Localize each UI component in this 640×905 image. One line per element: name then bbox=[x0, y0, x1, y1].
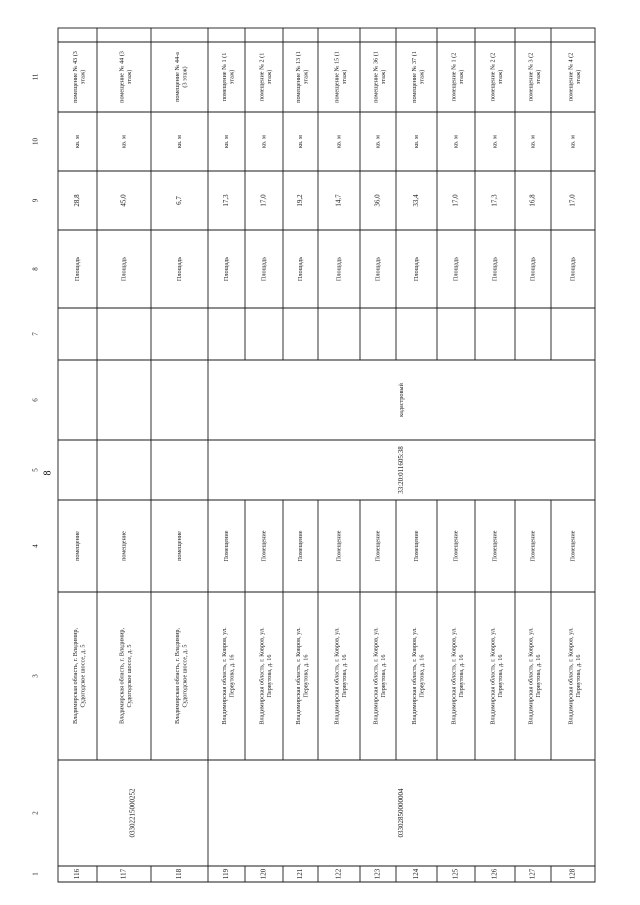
address-cell bbox=[119, 628, 133, 724]
row-number bbox=[374, 868, 382, 879]
address-cell-line: Владимирская область, г. Ковров, ул. bbox=[333, 627, 341, 725]
object-type-cell bbox=[374, 530, 381, 561]
table-row bbox=[411, 51, 425, 879]
column-number-header bbox=[32, 73, 40, 876]
table-row bbox=[221, 53, 235, 879]
address-cell-line: Владимирская область, г. Ковров, ул. bbox=[527, 627, 535, 725]
table-body bbox=[72, 51, 582, 879]
measure-cell bbox=[491, 257, 498, 281]
note-cell-line: этаж) bbox=[575, 69, 583, 85]
measure-cell-line: Площадь bbox=[260, 256, 268, 282]
column-number-6: 6 bbox=[31, 398, 40, 402]
value-cell-line: 19,2 bbox=[296, 194, 305, 207]
row-number bbox=[73, 868, 81, 879]
value-cell bbox=[335, 194, 343, 207]
note-cell-line: этаж) bbox=[228, 69, 236, 85]
measure-cell bbox=[74, 257, 81, 281]
note-cell-line: помещение № 2 (1 bbox=[258, 52, 266, 102]
table-row bbox=[451, 53, 465, 880]
value-cell bbox=[491, 194, 499, 207]
address-cell-line: Владимирская область, г. Владимир, bbox=[72, 627, 80, 725]
note-cell-line: помещение № 4 (2 bbox=[567, 52, 575, 102]
row-number-line: 123 bbox=[373, 868, 382, 880]
object-type-cell-line: Помещение bbox=[260, 530, 268, 562]
object-type-cell-line: Помещение bbox=[529, 530, 537, 562]
object-type-cell-line: Помещение bbox=[296, 530, 304, 562]
row-number-line: 121 bbox=[296, 868, 305, 880]
column-number-7: 7 bbox=[31, 332, 40, 336]
table-row bbox=[528, 53, 542, 880]
row-number-line: 127 bbox=[528, 868, 537, 880]
measure-cell-line: Площадь bbox=[222, 256, 230, 282]
note-cell-line: помещение № 44-а bbox=[174, 52, 182, 102]
row-number bbox=[335, 868, 343, 879]
unit-cell bbox=[529, 135, 536, 148]
address-cell-line: Судогодское шоссе, д. 5 bbox=[181, 644, 189, 708]
group-2-code-line: 03302850000004 bbox=[397, 788, 406, 838]
table-row bbox=[72, 51, 86, 879]
note-cell-line: помещение № 1 (1 bbox=[221, 52, 229, 102]
measure-cell-line: Площадь bbox=[491, 256, 499, 282]
unit-cell-line: кв. м bbox=[452, 135, 460, 148]
measure-cell bbox=[335, 257, 342, 281]
row-number-line: 126 bbox=[490, 868, 499, 880]
column-number-1: 1 bbox=[31, 872, 40, 876]
object-type-cell-line: Помещение bbox=[335, 530, 343, 562]
value-cell-line: 16,8 bbox=[528, 194, 537, 207]
address-cell bbox=[411, 627, 425, 725]
value-cell bbox=[222, 194, 230, 207]
note-cell bbox=[72, 51, 86, 103]
note-cell bbox=[528, 53, 542, 102]
measure-cell-line: Площадь bbox=[412, 256, 420, 282]
row-number bbox=[529, 868, 537, 879]
note-cell-line: этаж) bbox=[126, 69, 134, 85]
object-type-cell bbox=[335, 530, 342, 561]
table-row bbox=[295, 51, 309, 879]
measure-cell bbox=[413, 257, 420, 281]
row-number bbox=[260, 868, 268, 879]
address-cell-line: Первутова, д. 16 bbox=[228, 654, 236, 698]
address-cell bbox=[221, 627, 235, 725]
address-cell-line: Первутова, д. 16 bbox=[458, 654, 466, 698]
value-cell-line: 17,3 bbox=[222, 194, 231, 207]
object-type-cell bbox=[223, 530, 230, 561]
address-cell bbox=[295, 627, 309, 725]
address-cell-line: Первутова, д. 16 bbox=[535, 654, 543, 698]
unit-cell-line: кв. м bbox=[120, 135, 128, 148]
column-number-9: 9 bbox=[31, 198, 40, 203]
row-number bbox=[120, 868, 128, 879]
note-cell-line: этаж) bbox=[302, 69, 310, 85]
value-cell-line: 6,7 bbox=[175, 196, 184, 205]
address-cell-line: Владимирская область, г. Владимир, bbox=[118, 627, 126, 725]
address-cell-line: Первутова, д. 16 bbox=[380, 654, 388, 698]
measure-cell-line: Площадь bbox=[452, 256, 460, 282]
note-cell-line: этаж) bbox=[497, 69, 505, 85]
table-row bbox=[174, 52, 188, 879]
address-cell bbox=[259, 627, 273, 725]
note-cell bbox=[119, 51, 133, 103]
row-number-line: 116 bbox=[73, 868, 82, 880]
value-cell bbox=[412, 194, 420, 207]
table-row bbox=[568, 53, 582, 880]
value-cell-line: 33,4 bbox=[412, 194, 421, 207]
measure-cell-line: Площадь bbox=[529, 256, 537, 282]
unit-cell bbox=[335, 135, 342, 148]
object-type-cell bbox=[452, 530, 459, 561]
measure-cell bbox=[260, 257, 267, 281]
unit-cell bbox=[374, 135, 381, 148]
row-number-line: 124 bbox=[412, 868, 421, 880]
unit-cell bbox=[297, 135, 304, 148]
row-number bbox=[175, 868, 183, 879]
measure-cell bbox=[569, 257, 576, 281]
note-cell-line: (3 этаж) bbox=[181, 66, 189, 88]
unit-cell bbox=[120, 135, 127, 148]
note-cell-line: помещение № 1 (2 bbox=[450, 52, 458, 102]
address-cell-line: Первутова, д. 16 bbox=[341, 654, 349, 698]
note-cell-line: этаж) bbox=[458, 69, 466, 85]
note-cell-line: помещение № 3 (2 bbox=[527, 52, 535, 102]
note-cell bbox=[411, 51, 425, 103]
unit-cell-line: кв. м bbox=[569, 135, 577, 148]
table-row bbox=[334, 51, 348, 879]
value-cell-line: 17,0 bbox=[568, 194, 577, 207]
measure-cell-line: Площадь bbox=[374, 256, 382, 282]
value-cell-line: 28,8 bbox=[73, 194, 82, 207]
note-cell bbox=[259, 53, 273, 102]
note-cell-line: этаж) bbox=[418, 69, 426, 85]
group-2-cadastral-type-line: кадастровый bbox=[397, 383, 405, 417]
object-type-cell bbox=[569, 530, 576, 561]
row-number-line: 117 bbox=[119, 868, 128, 880]
group-1-code-line: 03302215000252 bbox=[128, 788, 137, 838]
address-cell-line: Владимирская область, г. Ковров, ул. bbox=[258, 627, 266, 725]
measure-cell-line: Площадь bbox=[73, 256, 81, 282]
page-number: 8 bbox=[42, 470, 54, 476]
note-cell bbox=[490, 53, 504, 102]
unit-cell bbox=[569, 135, 576, 148]
row-number-line: 122 bbox=[334, 868, 343, 880]
value-cell bbox=[175, 196, 183, 205]
address-cell-line: Первутова, д. 16 bbox=[575, 654, 583, 698]
merged-cells bbox=[129, 382, 406, 837]
unit-cell bbox=[260, 135, 267, 148]
column-number-5: 5 bbox=[31, 468, 40, 472]
object-type-cell bbox=[176, 531, 183, 561]
value-cell-line: 17,0 bbox=[259, 194, 268, 207]
value-cell bbox=[296, 194, 304, 207]
value-cell bbox=[73, 194, 81, 207]
value-cell-line: 14,7 bbox=[334, 194, 343, 207]
measure-cell-line: Площадь bbox=[335, 256, 343, 282]
object-type-cell bbox=[413, 530, 420, 561]
address-cell bbox=[373, 627, 387, 725]
address-cell-line: Первутова, д. 16 bbox=[497, 654, 505, 698]
group-2-cadastral bbox=[397, 446, 405, 494]
object-type-cell-line: Помещение bbox=[374, 530, 382, 562]
address-cell-line: Владимирская область, г. Ковров, ул. bbox=[489, 627, 497, 725]
unit-cell-line: кв. м bbox=[175, 135, 183, 148]
note-cell bbox=[373, 51, 387, 103]
address-cell-line: Первутова, д. 16 bbox=[266, 654, 274, 698]
note-cell-line: этаж) bbox=[341, 69, 349, 85]
column-number-11: 11 bbox=[31, 73, 40, 81]
unit-cell-line: кв. м bbox=[374, 135, 382, 148]
note-cell-line: помещение № 13 (1 bbox=[295, 51, 303, 103]
address-cell bbox=[568, 627, 582, 725]
address-cell-line: Первутова, д. 16 bbox=[302, 654, 310, 698]
note-cell-line: помещение № 37 (1 bbox=[411, 51, 419, 103]
note-cell-line: помещение № 2 (2 bbox=[489, 52, 497, 102]
value-cell bbox=[529, 194, 537, 207]
address-cell bbox=[490, 627, 504, 725]
address-cell-line: Владимирская область, г. Ковров, ул. bbox=[372, 627, 380, 725]
row-number-line: 119 bbox=[222, 868, 231, 880]
note-cell bbox=[174, 52, 188, 102]
address-cell-line: Владимирская область, г. Ковров, ул. bbox=[567, 627, 575, 725]
address-cell bbox=[174, 628, 188, 724]
row-number-line: 120 bbox=[259, 868, 268, 880]
value-cell-line: 17,0 bbox=[451, 194, 460, 207]
unit-cell-line: кв. м bbox=[412, 135, 420, 148]
row-number-line: 128 bbox=[568, 868, 577, 880]
column-number-10: 10 bbox=[31, 138, 40, 145]
address-cell-line: Владимирская область, г. Ковров, ул. bbox=[411, 627, 419, 725]
value-cell bbox=[120, 194, 128, 207]
row-number bbox=[491, 868, 499, 879]
address-cell bbox=[72, 628, 86, 724]
address-cell bbox=[528, 627, 542, 725]
table-row bbox=[259, 53, 273, 880]
row-number-line: 125 bbox=[451, 868, 460, 880]
column-number-8: 8 bbox=[31, 267, 40, 271]
note-cell-line: помещение № 36 (1 bbox=[372, 51, 380, 103]
object-type-cell bbox=[120, 531, 127, 561]
note-cell-line: этаж) bbox=[535, 69, 543, 85]
table-border bbox=[58, 28, 595, 882]
unit-cell bbox=[74, 135, 81, 148]
measure-cell bbox=[120, 257, 127, 281]
measure-cell-line: Площадь bbox=[569, 256, 577, 282]
unit-cell bbox=[223, 135, 230, 148]
value-cell bbox=[374, 194, 382, 207]
object-type-cell-line: помещение bbox=[73, 531, 81, 561]
unit-cell-line: кв. м bbox=[222, 135, 230, 148]
unit-cell-line: кв. м bbox=[529, 135, 537, 148]
unit-cell bbox=[452, 135, 459, 148]
note-cell-line: помещение № 43 (3 bbox=[72, 51, 80, 103]
address-cell-line: Владимирская область, г. Ковров, ул. bbox=[295, 627, 303, 725]
measure-cell bbox=[374, 257, 381, 281]
value-cell bbox=[452, 194, 460, 207]
measure-cell-line: Площадь bbox=[120, 256, 128, 282]
note-cell bbox=[334, 51, 348, 103]
row-number-line: 118 bbox=[175, 868, 184, 880]
table-row bbox=[490, 53, 504, 880]
note-cell bbox=[451, 53, 465, 102]
unit-cell-line: кв. м bbox=[296, 135, 304, 148]
table-row bbox=[373, 51, 387, 879]
unit-cell bbox=[491, 135, 498, 148]
note-cell-line: помещение № 15 (1 bbox=[333, 51, 341, 103]
note-cell-line: этаж) bbox=[79, 69, 87, 85]
table-grid bbox=[58, 28, 595, 882]
unit-cell-line: кв. м bbox=[335, 135, 343, 148]
unit-cell bbox=[413, 135, 420, 148]
group-1-code bbox=[129, 788, 137, 838]
address-cell bbox=[451, 627, 465, 725]
object-type-cell-line: Помещение bbox=[452, 530, 460, 562]
column-number-2: 2 bbox=[31, 811, 40, 815]
measure-cell bbox=[529, 257, 536, 281]
object-type-cell-line: Помещение bbox=[412, 530, 420, 562]
note-cell bbox=[221, 53, 235, 102]
column-number-3: 3 bbox=[31, 674, 40, 678]
address-cell bbox=[334, 627, 348, 725]
measure-cell bbox=[297, 257, 304, 281]
unit-cell-line: кв. м bbox=[491, 135, 499, 148]
row-number bbox=[569, 868, 577, 879]
address-cell-line: Первутова, д. 16 bbox=[418, 654, 426, 698]
unit-cell-line: кв. м bbox=[260, 135, 268, 148]
object-type-cell-line: помещение bbox=[120, 531, 128, 561]
value-cell bbox=[569, 194, 577, 207]
row-number bbox=[412, 868, 420, 879]
value-cell-line: 17,3 bbox=[490, 194, 499, 207]
note-cell-line: этаж) bbox=[380, 69, 388, 85]
value-cell-line: 45,0 bbox=[119, 194, 128, 207]
measure-cell bbox=[452, 257, 459, 281]
address-cell-line: Судогодское шоссе, д. 5 bbox=[126, 644, 134, 708]
note-cell-line: этаж) bbox=[266, 69, 274, 85]
column-number-4: 4 bbox=[31, 544, 40, 548]
group-2-cadastral-line: 33:20:011605:38 bbox=[397, 446, 406, 494]
address-cell-line: Судогодское шоссе, д. 5 bbox=[79, 644, 87, 708]
object-type-cell-line: Помещение bbox=[491, 530, 499, 562]
address-cell-line: Владимирская область, г. Ковров, ул. bbox=[450, 627, 458, 725]
object-type-cell bbox=[260, 530, 267, 561]
object-type-cell bbox=[74, 531, 81, 561]
object-type-cell bbox=[297, 530, 304, 561]
group-2-code bbox=[397, 788, 405, 838]
row-number bbox=[296, 868, 304, 879]
object-type-cell bbox=[529, 530, 536, 561]
table-row bbox=[119, 51, 133, 879]
object-type-cell-line: Помещение bbox=[569, 530, 577, 562]
note-cell bbox=[295, 51, 309, 103]
note-cell bbox=[568, 53, 582, 102]
object-type-cell bbox=[491, 530, 498, 561]
group-2-cadastral-type bbox=[398, 382, 405, 416]
measure-cell-line: Площадь bbox=[296, 256, 304, 282]
address-cell-line: Владимирская область, г. Владимир, bbox=[174, 627, 182, 725]
value-cell bbox=[260, 194, 268, 207]
note-cell-line: помещение № 44 (3 bbox=[118, 51, 126, 103]
object-type-cell-line: Помещение bbox=[222, 530, 230, 562]
measure-cell bbox=[223, 257, 230, 281]
measure-cell-line: Площадь bbox=[175, 256, 183, 282]
row-number bbox=[452, 868, 460, 879]
value-cell-line: 36,0 bbox=[373, 194, 382, 207]
object-type-cell-line: помещение bbox=[175, 531, 183, 561]
unit-cell-line: кв. м bbox=[73, 135, 81, 148]
address-cell-line: Владимирская область, г. Ковров, ул. bbox=[221, 627, 229, 725]
measure-cell bbox=[176, 257, 183, 281]
row-number bbox=[222, 868, 230, 879]
unit-cell bbox=[176, 135, 183, 148]
